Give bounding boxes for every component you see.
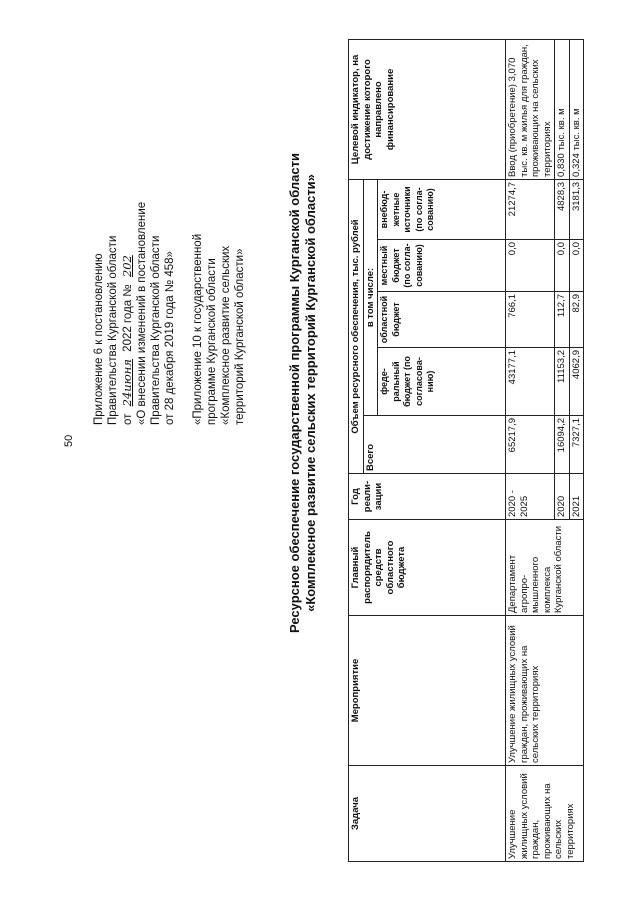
cell-extra: 21274,7 — [506, 179, 555, 239]
appendix-line: Приложение 6 к постановлению — [93, 253, 105, 425]
cell-extra: 3181,3 — [569, 179, 584, 239]
cell-year: 2020 - 2025 — [506, 474, 555, 520]
appendix-line: Правительства Курганской области — [150, 235, 162, 425]
header-total: Всего — [363, 416, 506, 474]
header-year: Год реали-зации — [349, 474, 506, 520]
title-line: Ресурсное обеспечение государственной программы Курганской области — [287, 153, 302, 633]
cell-indicator: Ввод (приобретение) 3,070 тыс. кв. м жилья для граждан, проживающих на сельских территориях — [506, 39, 555, 179]
cell-regional: 82,9 — [569, 292, 584, 348]
appendix-line: программе Курганской области — [206, 258, 218, 425]
page-number: 50 — [63, 434, 75, 447]
cell-total: 65217,9 — [506, 416, 555, 474]
appendix-line: Правительства Курганской области — [107, 235, 119, 425]
cell-measure: Улучшение жилищных условий граждан, проживающих на сельских территориях — [506, 616, 584, 766]
cell-task: Улучшение жилищных условий граждан, проживающих на сельских территориях — [506, 766, 584, 862]
appendix-line: «Комплексное развитие сельских — [220, 245, 232, 425]
appendix-line: «Приложение 10 к государственной — [192, 233, 204, 425]
title-line: «Комплексное развитие сельских территорий Курганской области» — [303, 174, 318, 612]
header-volume: Объем ресурсного обеспечения, тыс. рублей — [349, 179, 364, 473]
cell-year: 2020 — [555, 474, 570, 520]
document-title — [287, 113, 319, 673]
cell-local: 0,0 — [569, 240, 584, 292]
cell-total: 7327,1 — [569, 416, 584, 474]
cell-total: 16094,2 — [555, 416, 570, 474]
cell-federal: 4062,9 — [569, 348, 584, 416]
cell-federal: 11153,2 — [555, 348, 570, 416]
cell-local: 0,0 — [555, 240, 570, 292]
appendix-line: «О внесении изменений в постановление — [136, 201, 148, 425]
handwritten-number: 202 — [120, 255, 134, 278]
handwritten-date: 24июня — [120, 359, 134, 407]
header-local: местный бюджет (по согла-сованию) — [378, 240, 506, 292]
cell-manager: Департамент агропро-мышленного комплекса Курганской области — [506, 520, 584, 616]
header-task: Задача — [349, 766, 506, 862]
header-federal: феде-ральный бюджет (по согласова-нию) — [378, 348, 506, 416]
cell-year: 2021 — [569, 474, 584, 520]
cell-indicator: 0,324 тыс. кв. м — [569, 39, 584, 179]
header-measure: Мероприятие — [349, 616, 506, 766]
appendix-line: территорий Курганской области» — [234, 248, 246, 425]
header-extra: внебюд-жетные источники (по согла-сованию) — [378, 179, 506, 239]
cell-local: 0,0 — [506, 240, 555, 292]
cell-federal: 43177,1 — [506, 348, 555, 416]
cell-indicator: 0,830 тыс. кв. м — [555, 39, 570, 179]
cell-regional: 766,1 — [506, 292, 555, 348]
appendix-date-line — [120, 25, 135, 425]
header-manager: Главный распорядитель средств областного бюджета — [349, 520, 506, 616]
appendix-block — [92, 25, 247, 425]
header-regional: областной бюджет — [378, 292, 506, 348]
header-including: в том числе: — [363, 179, 378, 415]
appendix-date-prefix: от — [122, 413, 134, 425]
appendix-date-middle: 2022 года № — [122, 284, 134, 352]
header-indicator: Целевой индикатор, на достижение которого направлено финансирование — [349, 39, 506, 179]
cell-regional: 112,7 — [555, 292, 570, 348]
resource-table — [348, 39, 584, 862]
cell-extra: 4828,3 — [555, 179, 570, 239]
appendix-line: от 28 декабря 2019 года № 458» — [164, 251, 176, 425]
